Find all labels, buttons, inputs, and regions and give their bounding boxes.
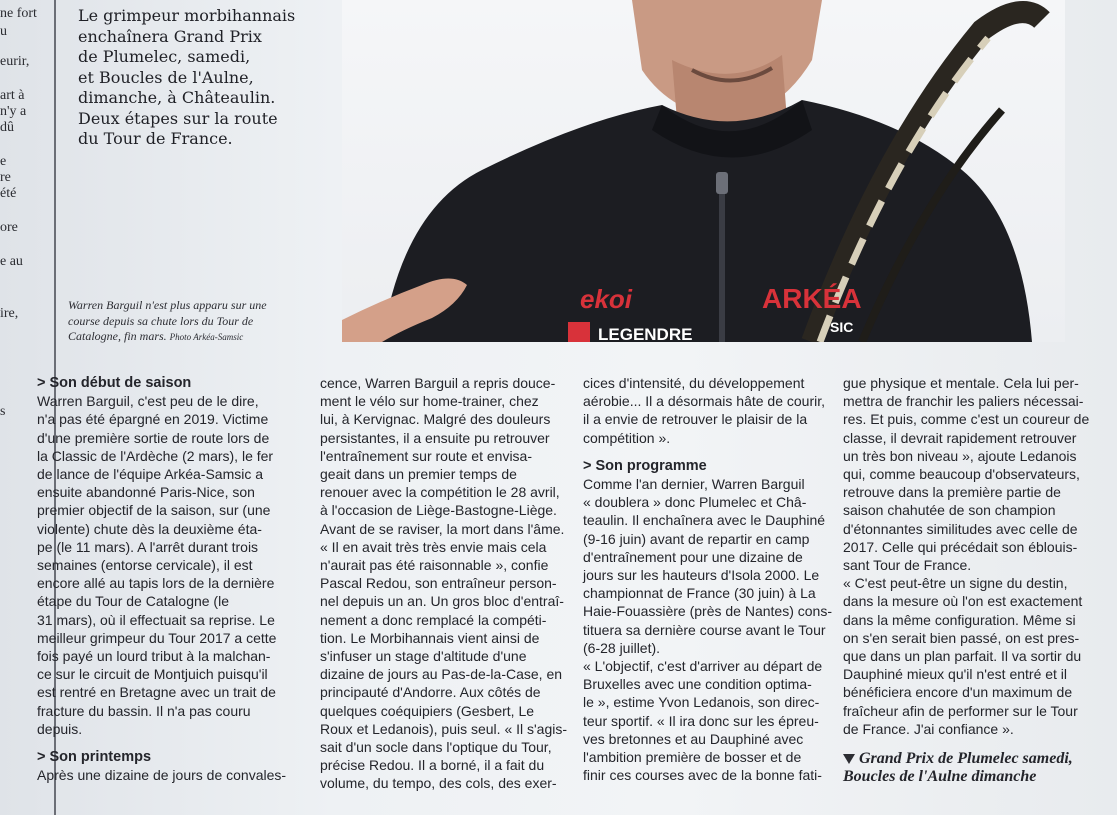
article-line: jours sur les hauteurs d'Isola 2000. Le	[583, 567, 820, 584]
article-line: (9-16 juin) avant de repartir en camp	[583, 530, 810, 547]
article-line: l'ambition première de bosser et de	[583, 749, 802, 766]
article-line: le », estime Yvon Ledanois, son direc-	[583, 694, 820, 711]
sponsor-icon	[568, 322, 590, 342]
column-fragment: ire,	[0, 306, 19, 321]
article-line: meilleur grimpeur du Tour 2017 a cette	[37, 629, 277, 646]
paragraph-gap	[583, 447, 831, 457]
section-heading: > Son début de saison	[37, 375, 192, 391]
article-line: lui, à Kervignac. Malgré des douleurs	[320, 411, 551, 428]
article-column-1	[37, 374, 307, 784]
article-line: classe, il devrait rapidement retrouver	[843, 429, 1077, 446]
article-line: aérobie... Il a désormais hâte de courir,	[583, 393, 826, 410]
standfirst-line: dimanche, à Châteaulin.	[78, 88, 276, 107]
article-column-3	[583, 374, 831, 784]
article-line: teur sportif. « Il ira donc sur les épreu-	[583, 712, 819, 729]
article-line: volume, du tempo, des cols, des exer-	[320, 775, 557, 792]
article-line: ment le vélo sur home-trainer, chez	[320, 393, 539, 410]
article-line: qui, comme beaucoup d'observateurs,	[843, 466, 1080, 483]
article-line: bénéficiera encore d'un maximum de	[843, 684, 1073, 701]
article-line: un très bon niveau », ajoute Ledanois	[843, 447, 1077, 464]
standfirst-line: Deux étapes sur la route	[78, 108, 278, 128]
article-line: étape du Tour de Catalogne (le	[37, 593, 229, 610]
article-line: l'entraînement sur route et envisa-	[320, 447, 533, 464]
column-fragment: e au	[0, 254, 23, 269]
standfirst-line: du Tour de France.	[78, 129, 233, 148]
article-line: tion. Le Morbihannais vient ainsi de	[320, 629, 540, 646]
standfirst-line: Le grimpeur morbihannais	[78, 6, 296, 25]
article-line: cices d'intensité, du développement	[583, 375, 805, 391]
article-line: n'aurait pas été raisonnable », confie	[320, 557, 549, 574]
article-line: s'infuser un stage d'altitude d'une	[320, 648, 527, 665]
article-line: fois payé un lourd tribut à la malchan-	[37, 648, 271, 665]
article-line: « doublera » donc Plumelec et Châ-	[583, 494, 807, 511]
article-line: retrouve dans la première partie de	[843, 484, 1061, 501]
jersey-sub: SIC	[830, 319, 854, 335]
article-standfirst	[78, 6, 340, 150]
triangle-marker-icon	[843, 754, 855, 764]
column-fragment: ne fort	[0, 6, 37, 21]
standfirst-line: de Plumelec, samedi,	[78, 47, 251, 66]
column-fragment: art à	[0, 88, 25, 103]
article-line: fracture du bassin. Il n'a pas couru	[37, 702, 251, 719]
article-line: nement a donc remplacé la compéti-	[320, 611, 547, 628]
article-line: Dauphiné mieux qu'il n'est entré et il	[843, 666, 1068, 683]
column-fragment: dû	[0, 120, 14, 135]
article-line: ves bretonnes et au Dauphiné avec	[583, 730, 804, 747]
article-line: Warren Barguil, c'est peu de le dire,	[37, 393, 259, 410]
article-line: dizaine de jours au Pas-de-la-Case, en	[320, 666, 563, 683]
article-line: Comme l'an dernier, Warren Barguil	[583, 476, 805, 493]
article-line: « Il en avait très très envie mais cela	[320, 538, 547, 555]
column-fragment: ore	[0, 220, 18, 235]
article-line: gue physique et mentale. Cela lui per-	[843, 375, 1079, 391]
article-line: dans la mesure où l'on est exactement	[843, 593, 1083, 610]
article-line: semaines (entorse cervicale), il est	[37, 557, 253, 574]
article-line: renouer avec la compétition le 28 avril,	[320, 484, 560, 501]
article-line: violente) chute dès la deuxième éta-	[37, 520, 262, 537]
article-line: geait dans un premier temps de	[320, 466, 517, 483]
caption-line: course depuis sa chute lors du Tour de	[68, 313, 254, 328]
caption-line: Warren Barguil n'est plus apparu sur une	[68, 298, 267, 312]
article-line: est rentré en Bretagne avec un trait de	[37, 684, 276, 701]
article-line: ensuite abandonné Paris-Nice, son	[37, 484, 255, 501]
article-line: sait d'un socle dans l'optique du Tour,	[320, 739, 552, 756]
column-fragment: eurir,	[0, 54, 30, 69]
article-line: à l'occasion de Liège-Bastogne-Liège.	[320, 502, 557, 519]
article-line: de lance de l'équipe Arkéa-Samsic a	[37, 466, 264, 483]
article-line: sant Tour de France.	[843, 557, 972, 574]
article-line: d'entraînement pour une dizaine de	[583, 548, 803, 565]
article-line: que dans un plan parfait. Il va sortir du	[843, 648, 1082, 665]
caption-line: Catalogne, fin mars.	[68, 329, 167, 343]
article-line: championnat de France (30 juin) à La	[583, 585, 816, 602]
article-line: Roux et Ledanois), puis seul. « Il s'agis-	[320, 720, 568, 737]
article-line: pe (le 11 mars). A l'arrêt durant trois	[37, 538, 259, 555]
article-line: principauté d'Andorre. Aux côtés de	[320, 684, 541, 701]
footer-events-line	[843, 750, 1093, 768]
article-line: depuis.	[37, 720, 83, 737]
article-column-4	[843, 374, 1093, 786]
column-fragment: e	[0, 154, 7, 169]
photo-caption	[68, 298, 338, 346]
article-line: (6-28 juillet).	[583, 639, 661, 656]
paragraph-gap	[37, 738, 307, 748]
article-line: ce sur le circuit de Montjuich puisqu'il	[37, 666, 268, 683]
column-4-body	[843, 374, 1093, 738]
article-line: Pascal Redou, son entraîneur person-	[320, 575, 557, 592]
article-line: précise Redou. Il a borné, il a fait du	[320, 757, 545, 774]
article-line: mettra de franchir les paliers nécessai-	[843, 393, 1084, 410]
article-line: nel depuis un an. Un gros bloc d'entraî-	[320, 593, 564, 610]
article-line: premier objectif de la saison, sur (une	[37, 502, 271, 519]
article-line: saison chahutée de son champion	[843, 502, 1056, 519]
article-line: compétition ».	[583, 429, 671, 446]
article-line: d'une première sortie de route lors de	[37, 429, 270, 446]
column-fragment: été	[0, 186, 17, 201]
article-line: 31 mars), où il effectuait sa reprise. Le	[37, 611, 275, 628]
jersey-brand-logo: ekoi	[580, 284, 633, 314]
article-line: Avant de se raviser, la mort dans l'âme.	[320, 520, 565, 537]
standfirst-line: enchaînera Grand Prix	[78, 26, 262, 46]
article-line: Haie-Fouassière (près de Nantes) cons-	[583, 603, 832, 620]
article-line: « C'est peut-être un signe du destin,	[843, 575, 1068, 592]
footer-line-2: Boucles de l'Aulne dimanche	[843, 768, 1037, 786]
article-column-2	[320, 374, 568, 793]
article-line: « L'objectif, c'est d'arriver au départ de	[583, 658, 823, 675]
cyclist-photo	[342, 0, 1065, 342]
article-line: dans la même configuration. Même si	[843, 611, 1076, 628]
photo-credit: Photo Arkéa-Samsic	[169, 332, 244, 342]
article-line: d'étonnantes similitudes avec celle de	[843, 520, 1078, 537]
article-line: tituera sa dernière course avant le Tour	[583, 621, 826, 638]
article-line: Bruxelles avec une condition optima-	[583, 676, 812, 693]
article-line: la Classic de l'Ardèche (2 mars), le fer	[37, 447, 274, 464]
column-fragment: re	[0, 170, 11, 185]
article-line: cence, Warren Barguil a repris douce-	[320, 375, 556, 391]
article-line: Après une dizaine de jours de convales-	[37, 767, 287, 784]
section-heading: > Son printemps	[37, 749, 152, 766]
jersey-team: ARKÉA	[762, 283, 862, 314]
column-fragment: n'y a	[0, 104, 27, 119]
article-line: n'a pas été épargné en 2019. Victime	[37, 411, 269, 428]
column-fragment: u	[0, 24, 7, 39]
article-line: res. Et puis, comme c'est un coureur de	[843, 411, 1090, 428]
article-line: 2017. Celle qui précédait son éblouis-	[843, 538, 1078, 555]
article-line: de France. J'ai confiance ».	[843, 720, 1014, 737]
article-line: fraîcheur afin de performer sur le Tour	[843, 702, 1078, 719]
article-line: persistantes, il a ensuite pu retrouver	[320, 429, 550, 446]
article-line: il a envie de retrouver le plaisir de la	[583, 411, 808, 428]
footer-line-1: Grand Prix de Plumelec samedi,	[859, 750, 1073, 768]
section-heading: > Son programme	[583, 457, 707, 474]
standfirst-line: et Boucles de l'Aulne,	[78, 67, 254, 87]
article-line: quelques coéquipiers (Gesbert, Le	[320, 702, 535, 719]
article-line: finir ces courses avec de la bonne fati-	[583, 767, 822, 784]
article-line: teaulin. Il enchaînera avec le Dauphiné	[583, 512, 826, 529]
cyclist-illustration	[342, 0, 1065, 342]
article-line: on s'en serait bien passé, on est pres-	[843, 629, 1080, 646]
jersey-sponsor: LEGENDRE	[598, 325, 693, 342]
article-line: encore allé au tapis lors de la dernière	[37, 575, 275, 592]
column-fragment: s	[0, 404, 6, 419]
